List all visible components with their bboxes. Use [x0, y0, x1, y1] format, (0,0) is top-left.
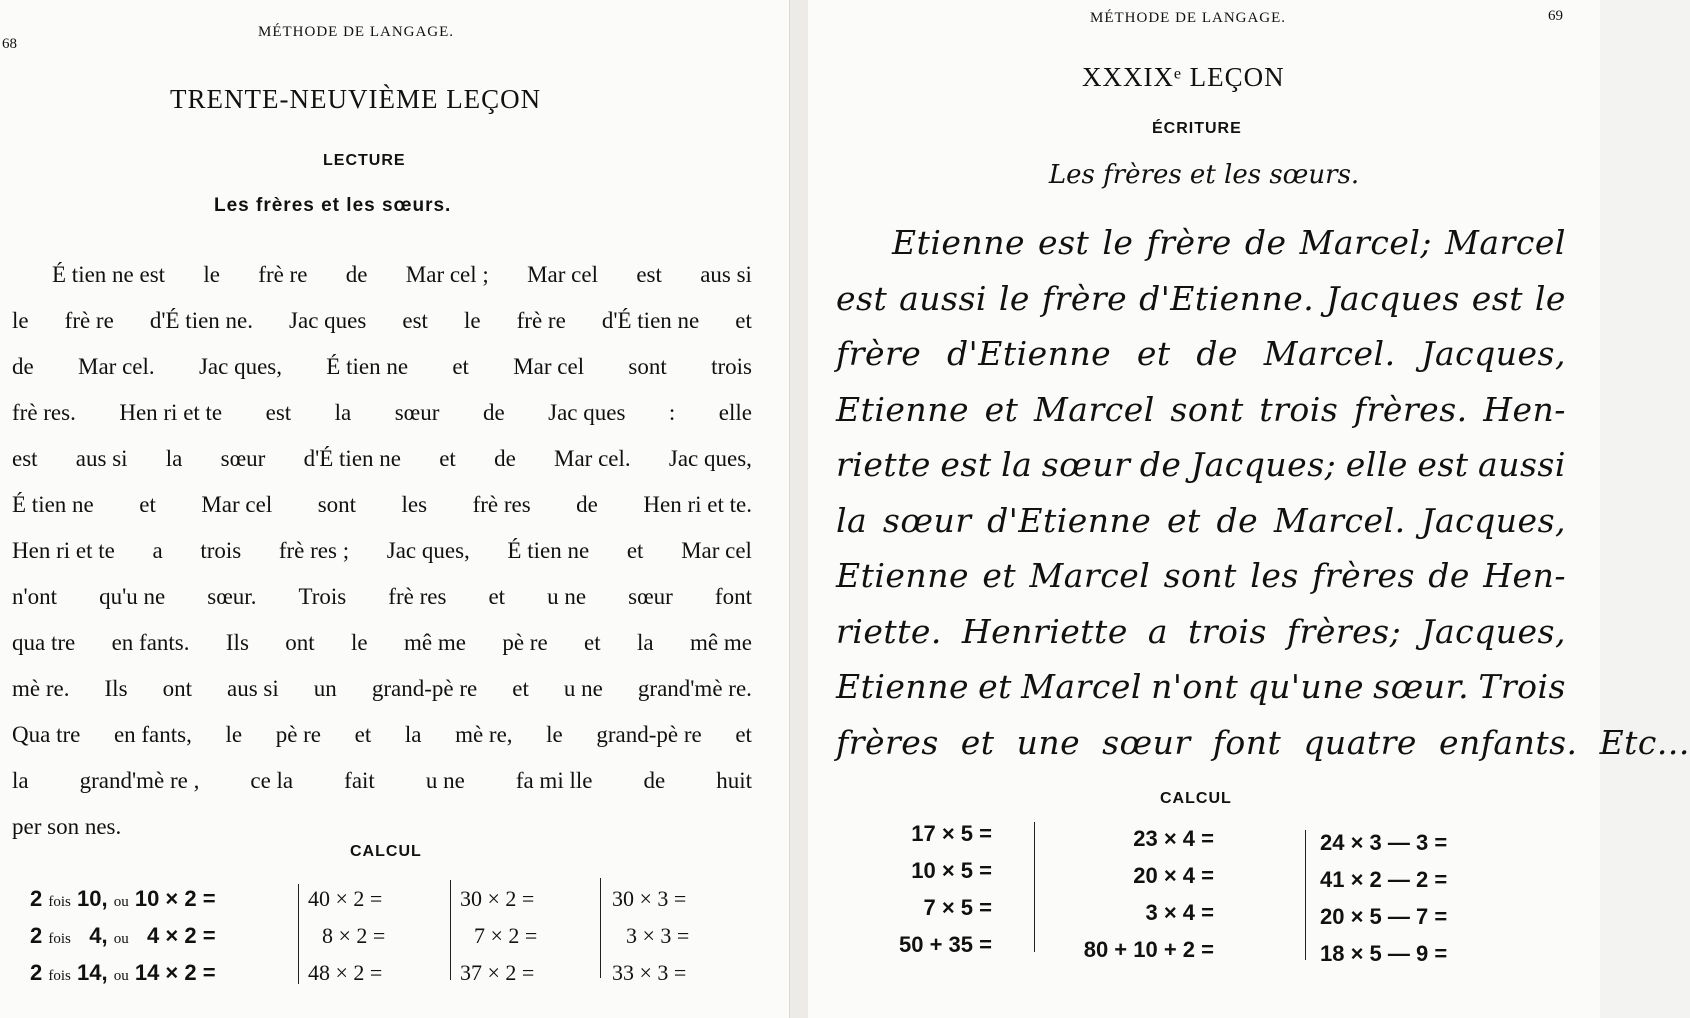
cursive-word: frère — [1146, 223, 1232, 262]
reading-word: É tien ne — [326, 354, 409, 379]
calcul-row: 41 × 2 — 2 = — [1320, 867, 1448, 892]
reading-word: mè re, — [455, 722, 513, 747]
reading-word: mè re. — [12, 676, 70, 701]
reading-word: ont — [162, 676, 192, 701]
cursive-word: et — [960, 722, 995, 762]
reading-word: et — [735, 308, 752, 333]
reading-word: frè re — [64, 308, 114, 333]
lesson-title-right: XXXIXᵉ LEÇON — [1082, 62, 1285, 92]
cursive-word: qu'une — [1247, 667, 1364, 706]
reading-word: grand-pè re — [371, 676, 478, 701]
reading-word: frè re — [258, 262, 308, 287]
cursive-line — [836, 604, 1566, 660]
reading-word: le — [225, 722, 243, 747]
reading-word: sœur. — [207, 584, 257, 609]
cursive-word: frère — [1041, 278, 1128, 318]
reading-word: Jac ques, — [668, 446, 752, 471]
calcul-label-left: CALCUL — [350, 843, 422, 860]
reading-word: de — [12, 354, 34, 379]
reading-word: u ne — [563, 676, 603, 701]
calcul-column-4 — [612, 880, 689, 991]
cursive-line — [836, 382, 1566, 438]
cursive-word: de — [1428, 556, 1470, 595]
cursive-word: et — [982, 556, 1017, 595]
reading-word: est — [12, 446, 38, 471]
cursive-word: sont — [1163, 556, 1237, 595]
cursive-word: de — [1196, 334, 1239, 373]
cursive-word: est — [1038, 223, 1090, 262]
column-divider — [1034, 822, 1035, 952]
page-number-left: 68 — [2, 36, 17, 52]
column-divider — [450, 880, 451, 980]
reading-word: est — [636, 262, 662, 287]
reading-line — [12, 620, 752, 666]
writing-subtitle: Les frères et les sœurs. — [1048, 160, 1360, 190]
cursive-line — [836, 326, 1566, 382]
column-divider — [600, 878, 601, 978]
reading-word: le — [12, 308, 29, 333]
cursive-word: le — [1102, 223, 1134, 262]
reading-word: Jac ques, — [386, 538, 470, 563]
reading-word: fa mi lle — [515, 768, 593, 793]
calcul-row: 7 × 2 = — [474, 923, 538, 948]
reading-word: frè re — [516, 308, 566, 333]
cursive-word: sœur — [1041, 445, 1131, 484]
reading-word: et — [584, 630, 601, 655]
reading-word: grand'mè re. — [637, 676, 752, 701]
reading-word: et — [452, 354, 469, 379]
cursive-word: trois — [1259, 389, 1339, 429]
cursive-word: trois — [1187, 611, 1267, 651]
lesson-title-left: TRENTE-NEUVIÈME LEÇON — [170, 84, 542, 114]
cursive-text — [836, 215, 1690, 770]
cursive-line — [836, 437, 1566, 493]
cursive-word: frère — [836, 334, 922, 373]
reading-word: Mar cel — [681, 538, 752, 563]
reading-word: Mar cel. — [554, 446, 631, 471]
cursive-word: Hen- — [1483, 389, 1566, 429]
reading-line — [12, 482, 752, 528]
calcul-column-r2 — [1044, 820, 1214, 968]
reading-word: frè res — [388, 584, 447, 609]
reading-word: É tien ne — [12, 492, 94, 517]
reading-word: Ils — [225, 630, 249, 655]
reading-word: de — [643, 768, 666, 793]
calcul-row: 40 × 2 = — [308, 886, 383, 911]
reading-word: la — [12, 768, 29, 793]
calcul-row: 2 fois 10, ou 10 × 2 = — [30, 886, 216, 911]
cursive-word: Jacques, — [1421, 611, 1566, 651]
reading-word: sœur — [628, 584, 673, 609]
reading-word: de — [482, 400, 505, 425]
calcul-column-2 — [308, 880, 385, 991]
cursive-word: le — [1534, 278, 1566, 318]
reading-word: Jac ques — [289, 308, 367, 333]
reading-word: sont — [628, 354, 667, 379]
right-page — [808, 0, 1690, 1018]
reading-word: grand'mè re , — [79, 768, 200, 793]
reading-word: le — [463, 308, 481, 333]
cursive-word: Hen- — [1483, 556, 1566, 595]
reading-word: frè res — [472, 492, 531, 517]
reading-word: É tien ne est — [52, 262, 166, 287]
calcul-column-3 — [460, 880, 537, 991]
cursive-word: le — [998, 278, 1030, 318]
cursive-word: Trois — [1478, 667, 1566, 706]
reading-word: Mar cel — [527, 262, 598, 287]
calcul-row: 3 × 3 = — [626, 923, 690, 948]
cursive-word: riette. — [836, 611, 942, 651]
reading-subtitle: Les frères et les sœurs. — [214, 195, 452, 216]
cursive-word: Jacques — [1326, 278, 1460, 318]
reading-word: Hen ri et te — [12, 538, 115, 563]
reading-word: Mar cel ; — [405, 262, 489, 287]
cursive-word: la — [1001, 445, 1033, 484]
cursive-word: et — [1167, 500, 1201, 540]
reading-word: elle — [718, 400, 752, 425]
cursive-word: Marcel — [1029, 556, 1151, 595]
reading-word: de — [494, 446, 516, 471]
cursive-word: Jacques, — [1421, 500, 1566, 540]
reading-word: le — [351, 630, 368, 655]
reading-word: et — [512, 676, 529, 701]
reading-word: pè re — [275, 722, 322, 747]
reading-word: en fants, — [113, 722, 192, 747]
reading-line — [12, 436, 752, 482]
reading-word: et — [139, 492, 156, 517]
reading-word: le — [546, 722, 563, 747]
reading-word: trois — [200, 538, 242, 563]
cursive-word: aussi — [899, 278, 987, 318]
cursive-word: une — [1016, 722, 1081, 762]
cursive-word: est — [836, 278, 888, 318]
reading-word: per son nes. — [12, 814, 122, 839]
reading-word: les — [401, 492, 428, 517]
reading-text — [12, 252, 752, 850]
reading-word: et — [735, 722, 752, 747]
calcul-row: 10 × 5 = — [911, 858, 992, 883]
cursive-word: sœur. — [1373, 667, 1470, 706]
cursive-word: n'ont — [1151, 667, 1239, 706]
reading-line — [12, 344, 752, 390]
calcul-row: 2 fois 14, ou 14 × 2 = — [30, 960, 216, 985]
reading-word: Jac ques, — [198, 354, 282, 379]
cursive-word: de — [1216, 500, 1259, 540]
reading-word: d'É tien ne. — [149, 308, 253, 333]
cursive-word: frères; — [1286, 611, 1402, 651]
cursive-word: Etienne — [892, 223, 1025, 262]
calcul-column-r3 — [1320, 824, 1447, 972]
running-head-right: MÉTHODE DE LANGAGE. — [1090, 10, 1287, 26]
cursive-word: et — [984, 389, 1019, 429]
cursive-word: font — [1212, 722, 1282, 762]
reading-word: n'ont — [12, 584, 58, 609]
reading-line — [12, 390, 752, 436]
reading-word: et — [354, 722, 372, 747]
page-number-right: 69 — [1548, 8, 1563, 24]
cursive-word: frères — [1312, 556, 1415, 595]
cursive-word: de — [1244, 223, 1287, 262]
cursive-word: et — [978, 667, 1012, 706]
reading-word: Hen ri et te — [119, 400, 223, 425]
reading-word: frè res. — [12, 400, 76, 425]
reading-line — [12, 666, 752, 712]
calcul-row: 80 + 10 + 2 = — [1083, 937, 1214, 962]
cursive-word: aussi — [1478, 445, 1566, 484]
cursive-word: est — [1417, 445, 1469, 484]
reading-word: la — [404, 722, 422, 747]
cursive-word: sont — [1170, 389, 1244, 429]
reading-word: est — [265, 400, 292, 425]
reading-word: la — [165, 446, 183, 471]
cursive-line — [836, 659, 1566, 715]
reading-line — [12, 758, 752, 804]
reading-word: Hen ri et te. — [643, 492, 752, 517]
reading-word: en fants. — [111, 630, 190, 655]
cursive-word: et — [1136, 334, 1171, 373]
section-label-lecture: LECTURE — [323, 152, 406, 169]
calcul-row: 20 × 4 = — [1133, 863, 1214, 888]
reading-word: et — [439, 446, 456, 471]
calcul-row: 30 × 3 = — [612, 886, 687, 911]
calcul-row: 17 × 5 = — [911, 821, 992, 846]
left-page — [0, 0, 790, 1018]
reading-word: : — [668, 400, 676, 425]
column-divider — [1305, 830, 1306, 960]
reading-word: Jac ques — [548, 400, 626, 425]
reading-word: font — [714, 584, 752, 609]
reading-word: qua tre — [12, 630, 76, 655]
calcul-row: 50 + 35 = — [899, 932, 992, 957]
calcul-row: 48 × 2 = — [308, 960, 383, 985]
calcul-row: 7 × 5 = — [923, 895, 992, 920]
cursive-word: les — [1250, 556, 1299, 595]
reading-word: d'É tien ne — [601, 308, 700, 333]
reading-word: mê me — [690, 630, 752, 655]
cursive-word: sœur — [882, 500, 972, 540]
cursive-word: sœur — [1102, 722, 1191, 762]
cursive-word: Marcel — [1445, 223, 1566, 262]
calcul-row: 24 × 3 — 3 = — [1320, 830, 1448, 855]
reading-line — [12, 528, 752, 574]
reading-word: u ne — [547, 584, 587, 609]
reading-word: et — [488, 584, 506, 609]
cursive-word: Etienne — [836, 389, 969, 429]
reading-word: grand-pè re — [596, 722, 702, 747]
reading-word: frè res ; — [278, 538, 350, 563]
cursive-line — [836, 715, 1690, 771]
reading-word: a — [152, 538, 163, 563]
calcul-row: 30 × 2 = — [460, 886, 535, 911]
calcul-row: 18 × 5 — 9 = — [1320, 941, 1448, 966]
reading-word: É tien ne — [507, 538, 590, 563]
reading-word: sœur — [394, 400, 440, 425]
calcul-label-right: CALCUL — [1160, 790, 1232, 807]
cursive-word: elle — [1345, 445, 1408, 484]
book-gutter — [790, 0, 808, 1018]
cursive-word: Etienne — [836, 556, 969, 595]
reading-word: sœur — [220, 446, 266, 471]
calcul-row: 33 × 3 = — [612, 960, 687, 985]
calcul-row: 20 × 5 — 7 = — [1320, 904, 1448, 929]
reading-word: de — [576, 492, 598, 517]
cursive-line — [836, 493, 1566, 549]
cursive-word: Marcel. — [1263, 334, 1396, 373]
cursive-word: Jacques; — [1190, 445, 1337, 484]
reading-word: la — [637, 630, 654, 655]
reading-word: et — [626, 538, 644, 563]
reading-word: Mar cel. — [78, 354, 155, 379]
reading-word: Qua tre — [12, 722, 81, 747]
calcul-row: 8 × 2 = — [322, 923, 386, 948]
reading-word: Ils — [104, 676, 128, 701]
reading-word: pè re — [502, 630, 548, 655]
column-divider — [298, 884, 299, 984]
cursive-word: Marcel. — [1273, 500, 1406, 540]
calcul-row: 2 fois 4, ou 4 × 2 = — [30, 923, 216, 948]
section-label-ecriture: ÉCRITURE — [1152, 120, 1242, 137]
reading-word: trois — [711, 354, 752, 379]
reading-word: Trois — [298, 584, 347, 609]
reading-word: ont — [285, 630, 315, 655]
cursive-line — [836, 548, 1566, 604]
cursive-word: Etc... — [1599, 722, 1690, 762]
cursive-word: a — [1147, 611, 1169, 651]
calcul-row: 23 × 4 = — [1133, 826, 1214, 851]
cursive-word: Etienne — [836, 667, 969, 706]
cursive-word: la — [836, 500, 868, 540]
cursive-word: Marcel; — [1299, 223, 1433, 262]
cursive-word: quatre — [1303, 722, 1417, 762]
reading-word: de — [345, 262, 368, 287]
reading-word: huit — [716, 768, 752, 793]
reading-line — [12, 712, 752, 758]
reading-word: aus si — [227, 676, 279, 701]
reading-word: un — [313, 676, 337, 701]
cursive-line — [836, 215, 1566, 271]
calcul-column-r1 — [842, 815, 992, 963]
cursive-word: est — [1471, 278, 1523, 318]
reading-line — [12, 298, 752, 344]
cursive-word: de — [1139, 445, 1182, 484]
cursive-word: frères. — [1353, 389, 1468, 429]
cursive-word: Jacques, — [1421, 334, 1566, 373]
cursive-word: Marcel — [1021, 667, 1142, 706]
cursive-word: riette — [836, 445, 931, 484]
cursive-word: enfants. — [1438, 722, 1578, 762]
cursive-line — [836, 271, 1566, 327]
cursive-word: d'Etienne — [987, 500, 1152, 540]
reading-word: aus si — [700, 262, 752, 287]
reading-line — [12, 252, 752, 298]
reading-word: ce la — [250, 768, 294, 793]
reading-word: u ne — [425, 768, 465, 793]
reading-word: Mar cel — [513, 354, 585, 379]
calcul-column-1 — [30, 880, 216, 991]
cursive-word: est — [940, 445, 992, 484]
cursive-word: d'Etienne. — [1139, 278, 1315, 318]
cursive-word: Marcel — [1034, 389, 1155, 429]
reading-word: aus si — [75, 446, 128, 471]
reading-word: d'É tien ne — [303, 446, 401, 471]
reading-word: le — [203, 262, 220, 287]
running-head-left: MÉTHODE DE LANGAGE. — [258, 24, 455, 40]
reading-word: fait — [344, 768, 375, 793]
reading-word: qu'u ne — [99, 584, 166, 609]
calcul-row: 3 × 4 = — [1145, 900, 1214, 925]
cursive-word: frères — [836, 722, 939, 762]
reading-word: la — [334, 400, 352, 425]
reading-word: mê me — [404, 630, 466, 655]
reading-word: Mar cel — [201, 492, 273, 517]
reading-word: sont — [317, 492, 357, 517]
reading-word: est — [402, 308, 428, 333]
cursive-word: d'Etienne — [947, 334, 1112, 373]
cursive-word: Henriette — [961, 611, 1128, 651]
reading-line — [12, 574, 752, 620]
calcul-row: 37 × 2 = — [460, 960, 535, 985]
